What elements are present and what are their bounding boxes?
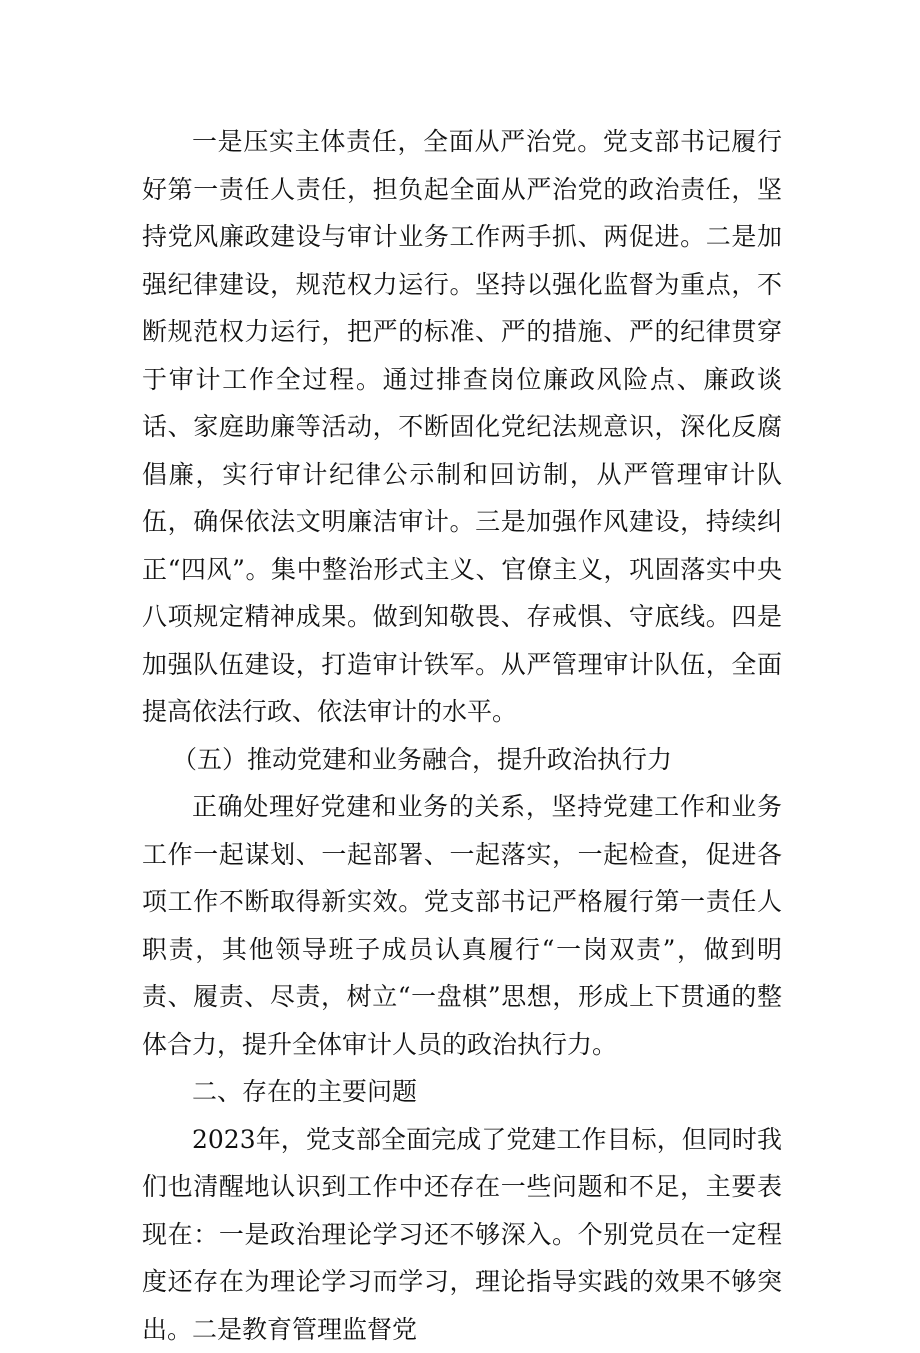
body-paragraph-integration: 正确处理好党建和业务的关系，坚持党建工作和业务工作一起谋划、一起部署、一起落实，一起检查，促进各项工作不断取得新实效。党支部书记严格履行第一责任人职责，其他领导班子成员认真履行“一岗双责”，做到明责、履责、尽责，树立“一盘棋”思想，形成上下贯通的整体合力，提升全体审计人员的政治执行力。 — [142, 783, 782, 1068]
section-heading-main-problems: 二、存在的主要问题 — [142, 1068, 782, 1116]
subheading-party-business-integration: （五）推动党建和业务融合，提升政治执行力 — [142, 736, 782, 784]
body-paragraph-problems: 2023年，党支部全面完成了党建工作目标，但同时我们也清醒地认识到工作中还存在一些问题和不足，主要表现在：一是政治理论学习还不够深入。个别党员在一定程度还存在为理论学习而学习，理论指导实践的效果不够突出。二是教育管理监督党 — [142, 1116, 782, 1353]
document-page — [142, 118, 782, 1353]
body-paragraph-responsibility: 一是压实主体责任，全面从严治党。党支部书记履行好第一责任人责任，担负起全面从严治党的政治责任，坚持党风廉政建设与审计业务工作两手抓、两促进。二是加强纪律建设，规范权力运行。坚持以强化监督为重点，不断规范权力运行，把严的标准、严的措施、严的纪律贯穿于审计工作全过程。通过排查岗位廉政风险点、廉政谈话、家庭助廉等活动，不断固化党纪法规意识，深化反腐倡廉，实行审计纪律公示制和回访制，从严管理审计队伍，确保依法文明廉洁审计。三是加强作风建设，持续纠正“四风”。集中整治形式主义、官僚主义，巩固落实中央八项规定精神成果。做到知敬畏、存戒惧、守底线。四是加强队伍建设，打造审计铁军。从严管理审计队伍，全面提高依法行政、依法审计的水平。 — [142, 118, 782, 736]
